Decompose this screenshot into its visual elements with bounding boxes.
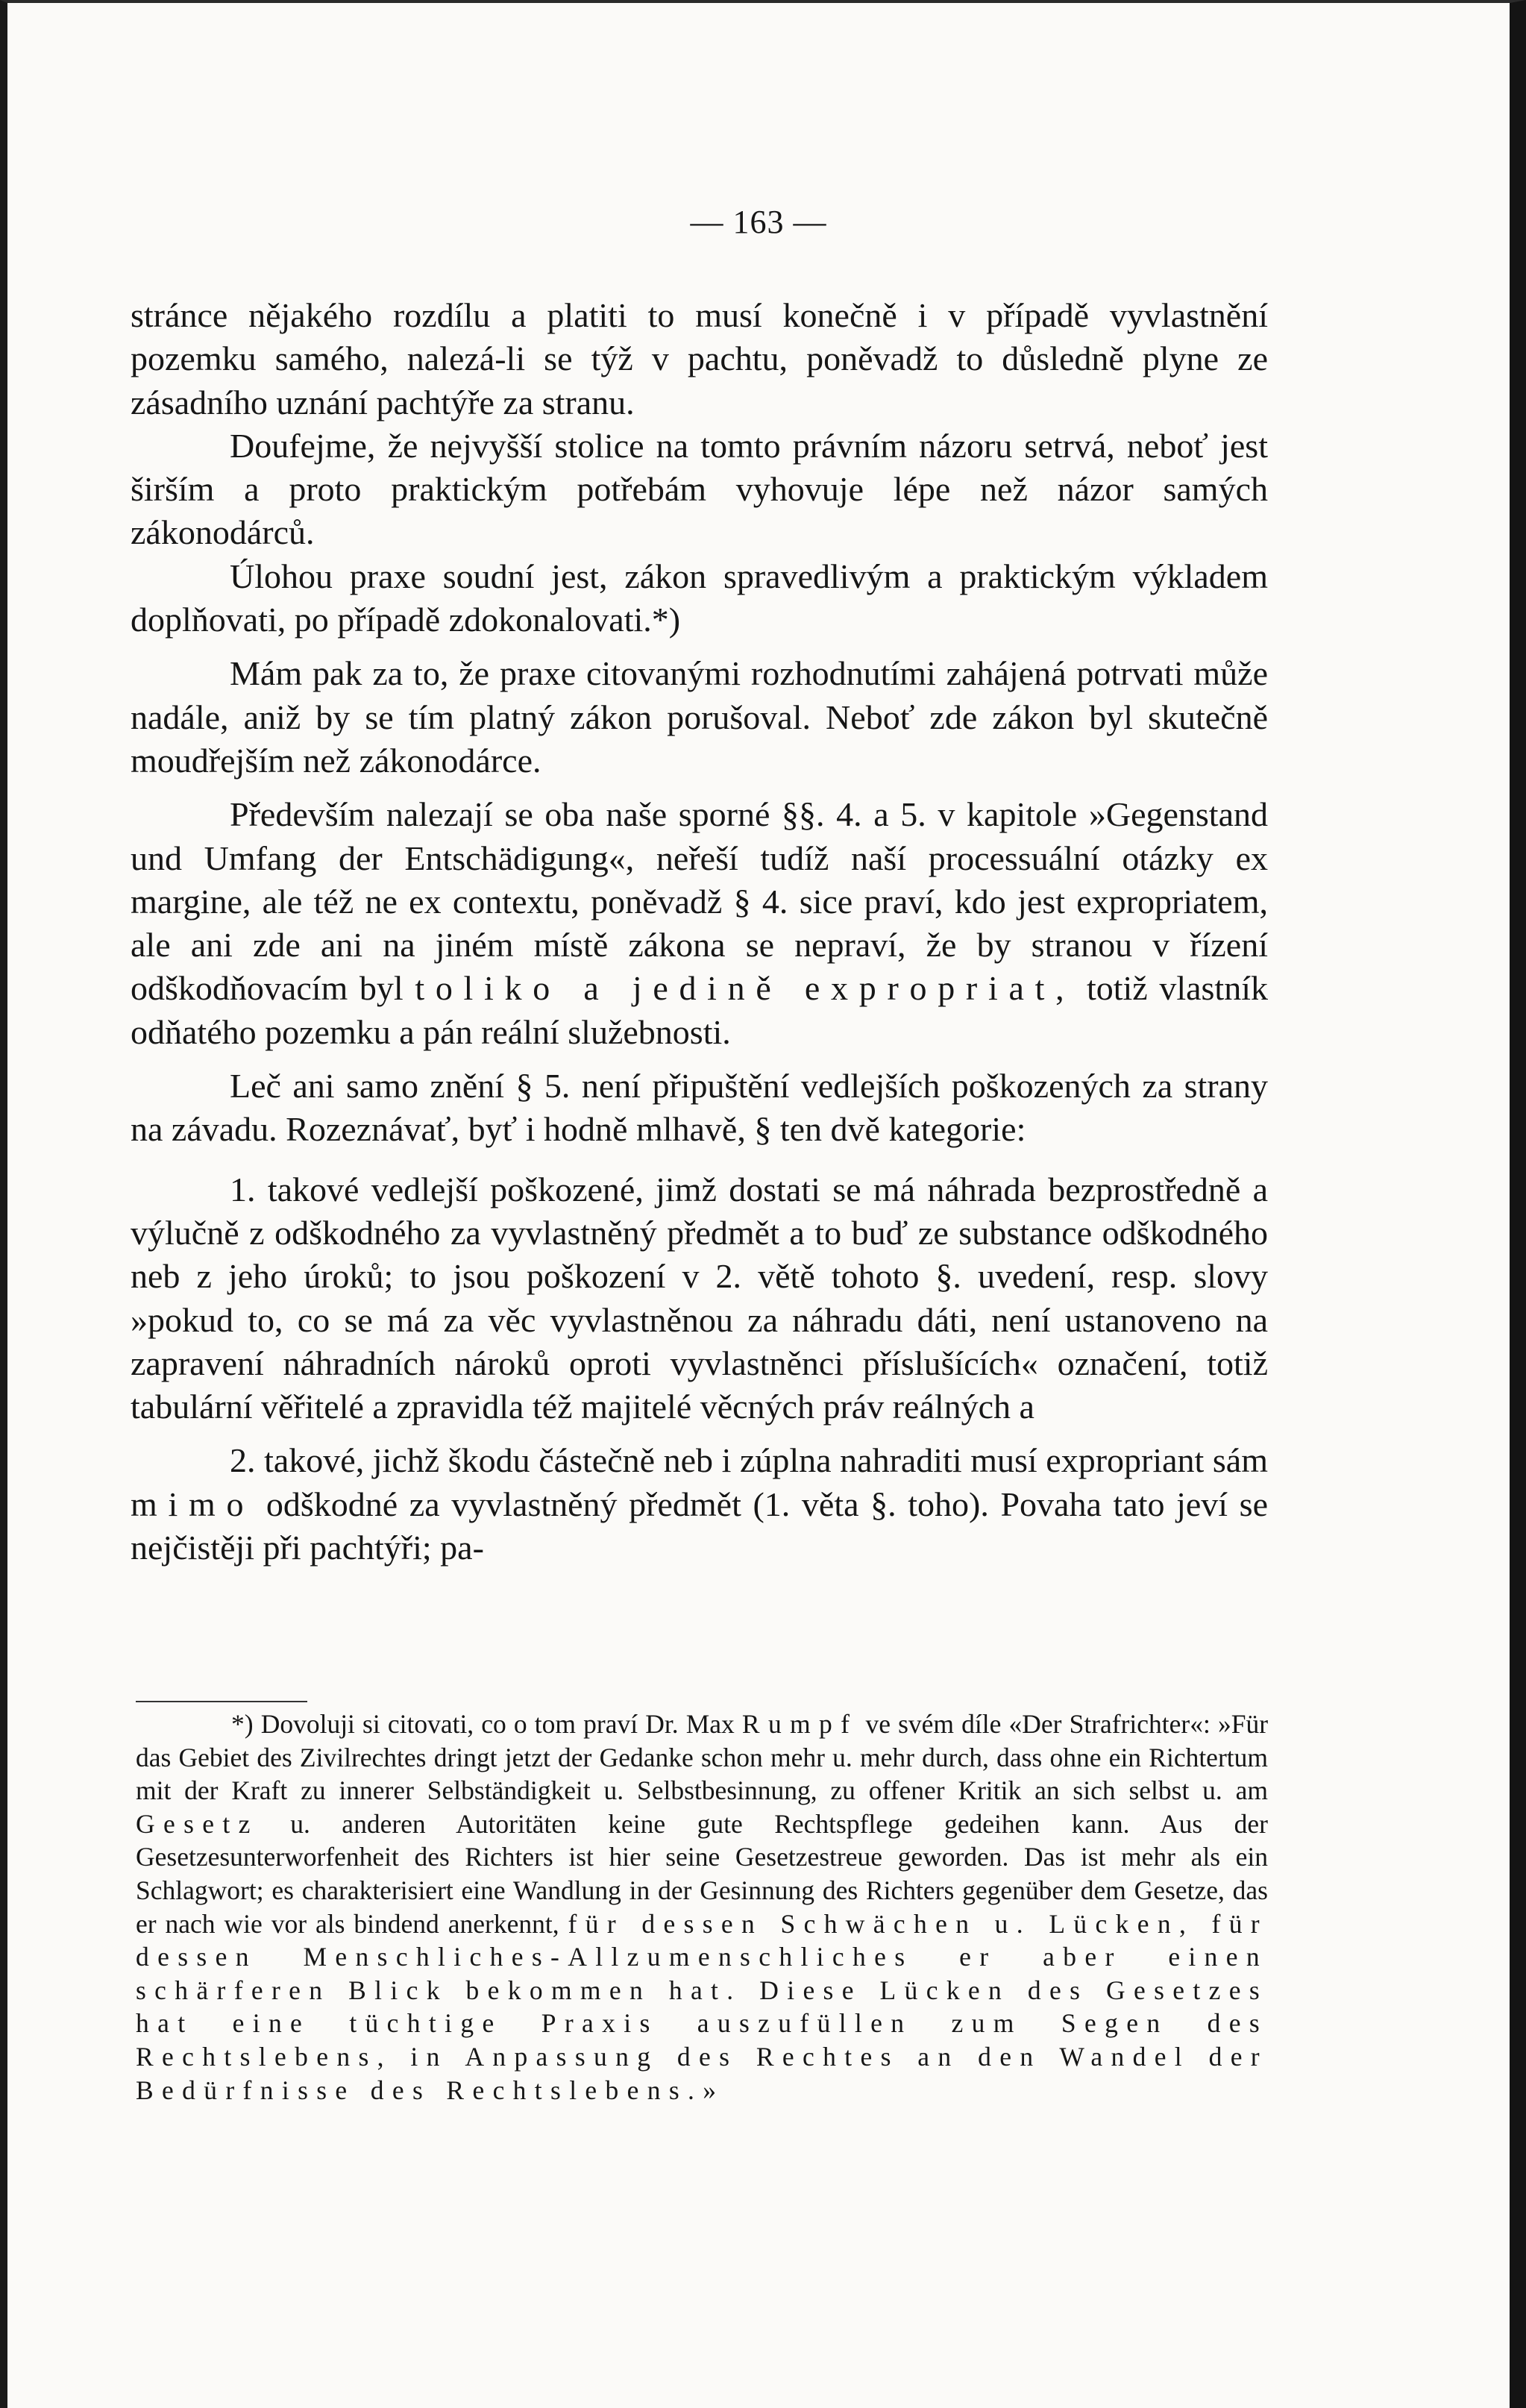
paragraph-7: 1. takové vedlejší poškozené, jimž dostati se má náhrada bezprostředně a výlučně z odškodného za vyvlastněný předmět a to buď ze substance odškodného neb z jeho úroků; to jsou poškození v 2. větě tohoto §. uvedení, resp. slovy »pokud to, co se má za věc vyvlastněnou za náhradu dáti, není ustanoveno na zapravení náhradních nároků oproti vyvlastněnci příslušících« označení, totiž tabulární věřitelé a zpravidla též majitelé věcných práv reálných a: [131, 1170, 1268, 1426]
footnote: [136, 1708, 1268, 2107]
paragraph-3: Úlohou praxe soudní jest, zákon spravedlivým a praktickým výkladem doplňovati, po případě zdokonalovati.*): [131, 556, 1268, 639]
main-text: [131, 294, 1268, 1570]
spaced-word: Gesetz: [136, 1808, 259, 1839]
paragraph-5-text-a: Především nalezají se oba naše sporné §§. 4. a 5. v kapitole »Gegenstand und Umfang der Entschädigung«, neřeší tudíž naší processuální otázky ex margine, ale též ne ex contextu, poněvadž § 4. sice praví, kdo jest expropriatem, ale ani zde ani na jiném místě zákona se nepraví, že by stranou v řízení odškodňovacím byl: [131, 795, 1268, 1008]
paragraph-8: [131, 1439, 1268, 1570]
paragraph-6: Leč ani samo znění § 5. není připuštění vedlejších poškozených za strany na závadu. Rozeznávať, byť i hodně mlhavě, § ten dvě kategorie:: [131, 1067, 1268, 1149]
footnote-divider: [136, 1701, 307, 1702]
footnote-text: [136, 1708, 1268, 2107]
paragraph-8-text-c: odškodné za vyvlastněný předmět (1. věta §. toho). Povaha tato jeví se nejčistěji při pachtýři; pa-: [131, 1484, 1269, 1567]
page-number: — 163 —: [690, 204, 827, 240]
footnote-text-e: u. anderen Autoritäten keine gute Rechtspflege gedeihen kann. Aus der Gesetzesunterworfenheit des Richters ist hier seine Gesetzestreue geworden. Das ist mehr als ein Schlagwort; es charakterisiert eine Wandlung in der Gesinnung des Richters gegenüber dem Gesetze, das er nach wie vor als bindend anerkennt,: [136, 1808, 1268, 1939]
spaced-passage: für dessen Schwächen u. Lücken, für dessen Menschliches-Allzumenschliches er aber einen schärferen Blick bekommen hat. Diese Lücken des Gesetzes hat eine tüchtige Praxis auszufüllen zum Segen des Rechtslebens, in Anpassung des Rechtes an den Wandel der Bedürfnisse des Rechtslebens.»: [136, 1908, 1268, 2105]
spaced-emphasis: mimo: [131, 1484, 255, 1523]
footnote-text-c: ve svém díle «Der Strafrichter«: »Für das Gebiet des Zivilrechtes dringt jetzt der Gedanke schon mehr u. mehr durch, dass ohne ein Richtertum mit der Kraft zu innerer Selbständigkeit u. Selbstbesinnung, zu offener Kritik an sich selbst u. am: [136, 1709, 1269, 1806]
paragraph-1: stránce nějakého rozdílu a platiti to musí konečně i v případě vyvlastnění pozemku samého, nalezá-li se týž v pachtu, poněvadž to důsledně plyne ze zásadního uznání pachtýře za stranu.: [131, 296, 1268, 421]
paragraph-8-text-a: 2. takové, jichž škodu částečně neb i zúplna nahraditi musí expropriant sám: [230, 1441, 1268, 1480]
paragraph-5-text-c: totiž vlastník odňatého pozemku a pán reální služebnosti.: [131, 969, 1268, 1051]
paragraph-4: Mám pak za to, že praxe citovanými rozhodnutími zahájená potrvati může nadále, aniž by se tím platný zákon porušoval. Neboť zde zákon byl skutečně moudřejším než zákonodárce.: [131, 654, 1268, 780]
paragraph-2: Doufejme, že nejvyšší stolice na tomto právním názoru setrvá, neboť jest širším a proto praktickým potřebám vyhovuje lépe než názor samých zákonodárců.: [131, 426, 1268, 552]
footnote-text-a: *) Dovoluji si citovati, co o tom praví Dr. Max: [231, 1709, 735, 1739]
spaced-emphasis: toliko a jedině expropriat,: [415, 969, 1076, 1008]
spaced-name: Rumpf: [741, 1709, 858, 1739]
paragraph-5: [131, 793, 1268, 1054]
